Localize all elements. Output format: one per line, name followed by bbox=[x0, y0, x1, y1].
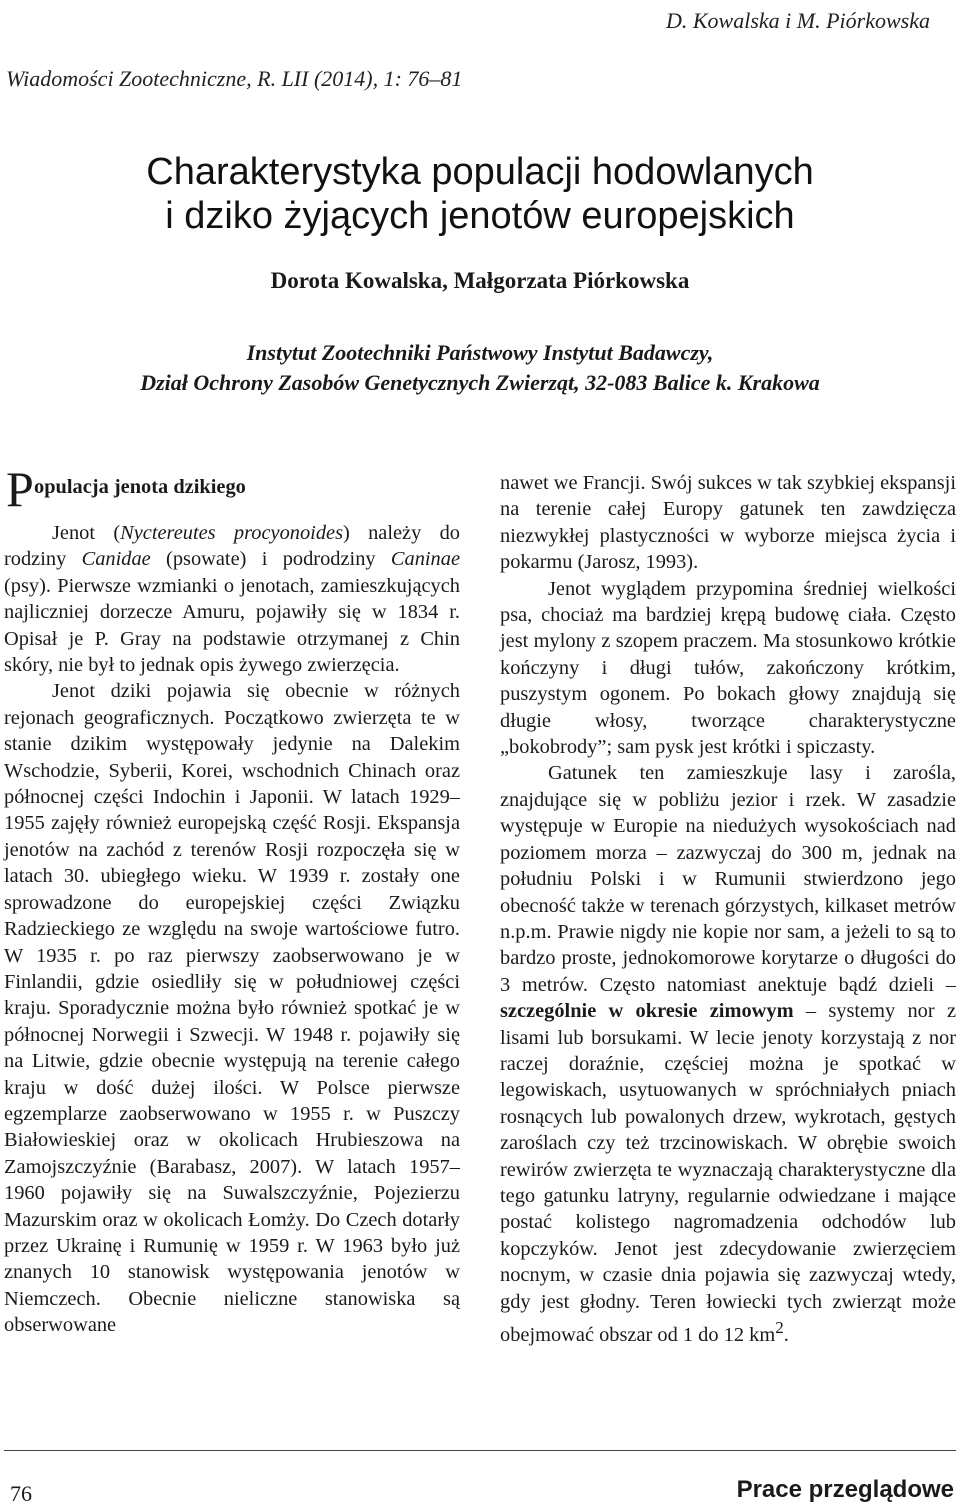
footer-divider bbox=[4, 1450, 956, 1451]
paragraph: Gatunek ten zamieszkuje lasy i zarośla, znajdujące się w pobliżu jezior i rzek. W zasadzie występuje w Europie na niedużych wysokościach nad poziomem morza – zazwyczaj do 300 m, jednak na południu Polski i w Rumunii stwierdzono jego obecność także w terenach górzystych, kilkaset metrów n.p.m. Prawie nigdy nie kopie nor sam, a jeżeli to są to bardzo proste, jednokomorowe korytarze o długości do 3 metrów. Często natomiast anektuje bądź dzieli – szczególnie w okresie zimowym – systemy nor z lisami lub borsukami. W lecie jenoty korzystają z nor raczej doraźnie, częściej można je spotkać w legowiskach, usytuowanych w spróchniałych pniach rosnących lub powalonych drzew, wykrotach, gęstych zaroślach czy też trzcinowiskach. W obrębie swoich rewirów zwierzęta te wyznaczają charakterystyczne dla tego gatunku latryny, regularnie odwiedzane i mające postać kolistego nagromadzenia odchodów lub kopczyków. Jenot jest zdecydowanie zwierzęciem nocnym, w czasie dnia pojawia się zazwyczaj wtedy, gdy jest głodny. Teren łowiecki tych zwierząt może obejmować obszar od 1 do 12 $km^2$. bbox=[500, 762, 957, 1346]
journal-citation: Wiadomości Zootechniczne, R. LII (2014), 1: 76–81 bbox=[6, 66, 463, 91]
paragraph: Jenot dziki pojawia się obecnie w różnych rejonach geograficznych. Początkowo zwierzęta te w stanie dzikim występowały jedynie na Dalekim Wschodzie, Syberii, Korei, wschodnich Chinach oraz północnej części Indochin i Japonii. W latach 1929–1955 zajęły również europejską część Rosji. Ekspansja jenotów na zachód z terenów Rosji rozpoczęła się w latach 30. ubiegłego wieku. W 1939 r. zostały one sprowadzone do europejskiej części Związku Radzieckiego ze względu na swoje wartościowe futro. W 1935 r. po raz pierwszy zaobserwowano je w Finlandii, gdzie osiedliły się w południowej części kraju. Sporadycznie można było również spotkać je w północnej Norwegii i Szwecji. W 1948 r. pojawiły się na Litwie, gdzie obecnie występują na terenie całego kraju w dość dużej ilości. W Polsce pierwsze egzemplarze zaobserwowano w 1955 r. w Puszczy Białowieskiej oraz w okolicach Hrubieszowa na Zamojszczyźnie (Barabasz, 2007). W latach 1957–1960 pojawiły się na Suwalszczyźnie, Pojezierzu Mazurskim oraz w okolicach Łomży. Do Czech dotarły przez Ukrainę i Rumunię w 1959 r. W 1963 było już znanych 10 stanowisk występowania jenotów w Niemczech. Obecnie nieliczne stanowiska są obserwowane bbox=[4, 680, 460, 1337]
emphasis-text: szczególnie w okresie zimowym bbox=[500, 1000, 794, 1023]
article-title-line-2: i dziko żyjących jenotów europejskich bbox=[165, 195, 795, 237]
section-label: Prace przeglądowe bbox=[736, 1476, 954, 1503]
section-heading-text: opulacja jenota dzikiego bbox=[34, 476, 246, 498]
section-heading bbox=[4, 461, 460, 520]
page-number: 76 bbox=[10, 1481, 32, 1506]
paragraph: nawet we Francji. Swój sukces w tak szybkiej ekspansji na terenie całej Europy gatunek ten zawdzięcza niezwykłej plastyczności w wyborze miejsca życia i pokarmu (Jarosz, 1993). bbox=[500, 472, 956, 574]
left-column bbox=[4, 461, 461, 1339]
paragraph: Jenot (Nyctereutes procyonoides) należy do rodziny Canidae (psowate) i podrodziny Caninae (psy). Pierwsze wzmianki o jenotach, zamieszkujących najliczniej dorzecze Amuru, pojawiły się w 1834 r. Opisał je P. Gray na podstawie otrzymanej z Chin skóry, nie był to jednak opis żywego zwierzęcia. bbox=[4, 522, 461, 677]
subfamily-name: Caninae bbox=[390, 548, 461, 571]
superscript: 2 bbox=[775, 1318, 784, 1337]
paragraph: Jenot wyglądem przypomina średniej wielkości psa, chociaż ma bardziej krępą budowę ciała. Często jest mylony z szopem praczem. Ma stosunkowo krótkie kończyny i długi tułów, zakończony krótkim, puszystym ogonem. Po bokach głowy znajdują się długie włosy, tworzące charakterystyczne „bokobrody”; sam pysk jest krótki i spiczasty. bbox=[500, 577, 956, 759]
right-column bbox=[500, 470, 956, 1348]
affiliation-line-2: Dział Ochrony Zasobów Genetycznych Zwierząt, 32-083 Balice k. Krakowa bbox=[140, 370, 820, 395]
species-name: Nyctereutes procyonoides bbox=[120, 522, 344, 544]
article-title-line-1: Charakterystyka populacji hodowlanych bbox=[146, 151, 814, 193]
article-authors: Dorota Kowalska, Małgorzata Piórkowska bbox=[270, 268, 690, 293]
article-title bbox=[0, 150, 960, 238]
affiliation bbox=[0, 338, 960, 398]
family-name: Canidae bbox=[81, 548, 151, 571]
affiliation-line-1: Instytut Zootechniki Państwowy Instytut Badawczy, bbox=[246, 340, 714, 365]
running-head-authors: D. Kowalska i M. Piórkowska bbox=[666, 8, 930, 33]
drop-cap: P bbox=[6, 461, 34, 517]
